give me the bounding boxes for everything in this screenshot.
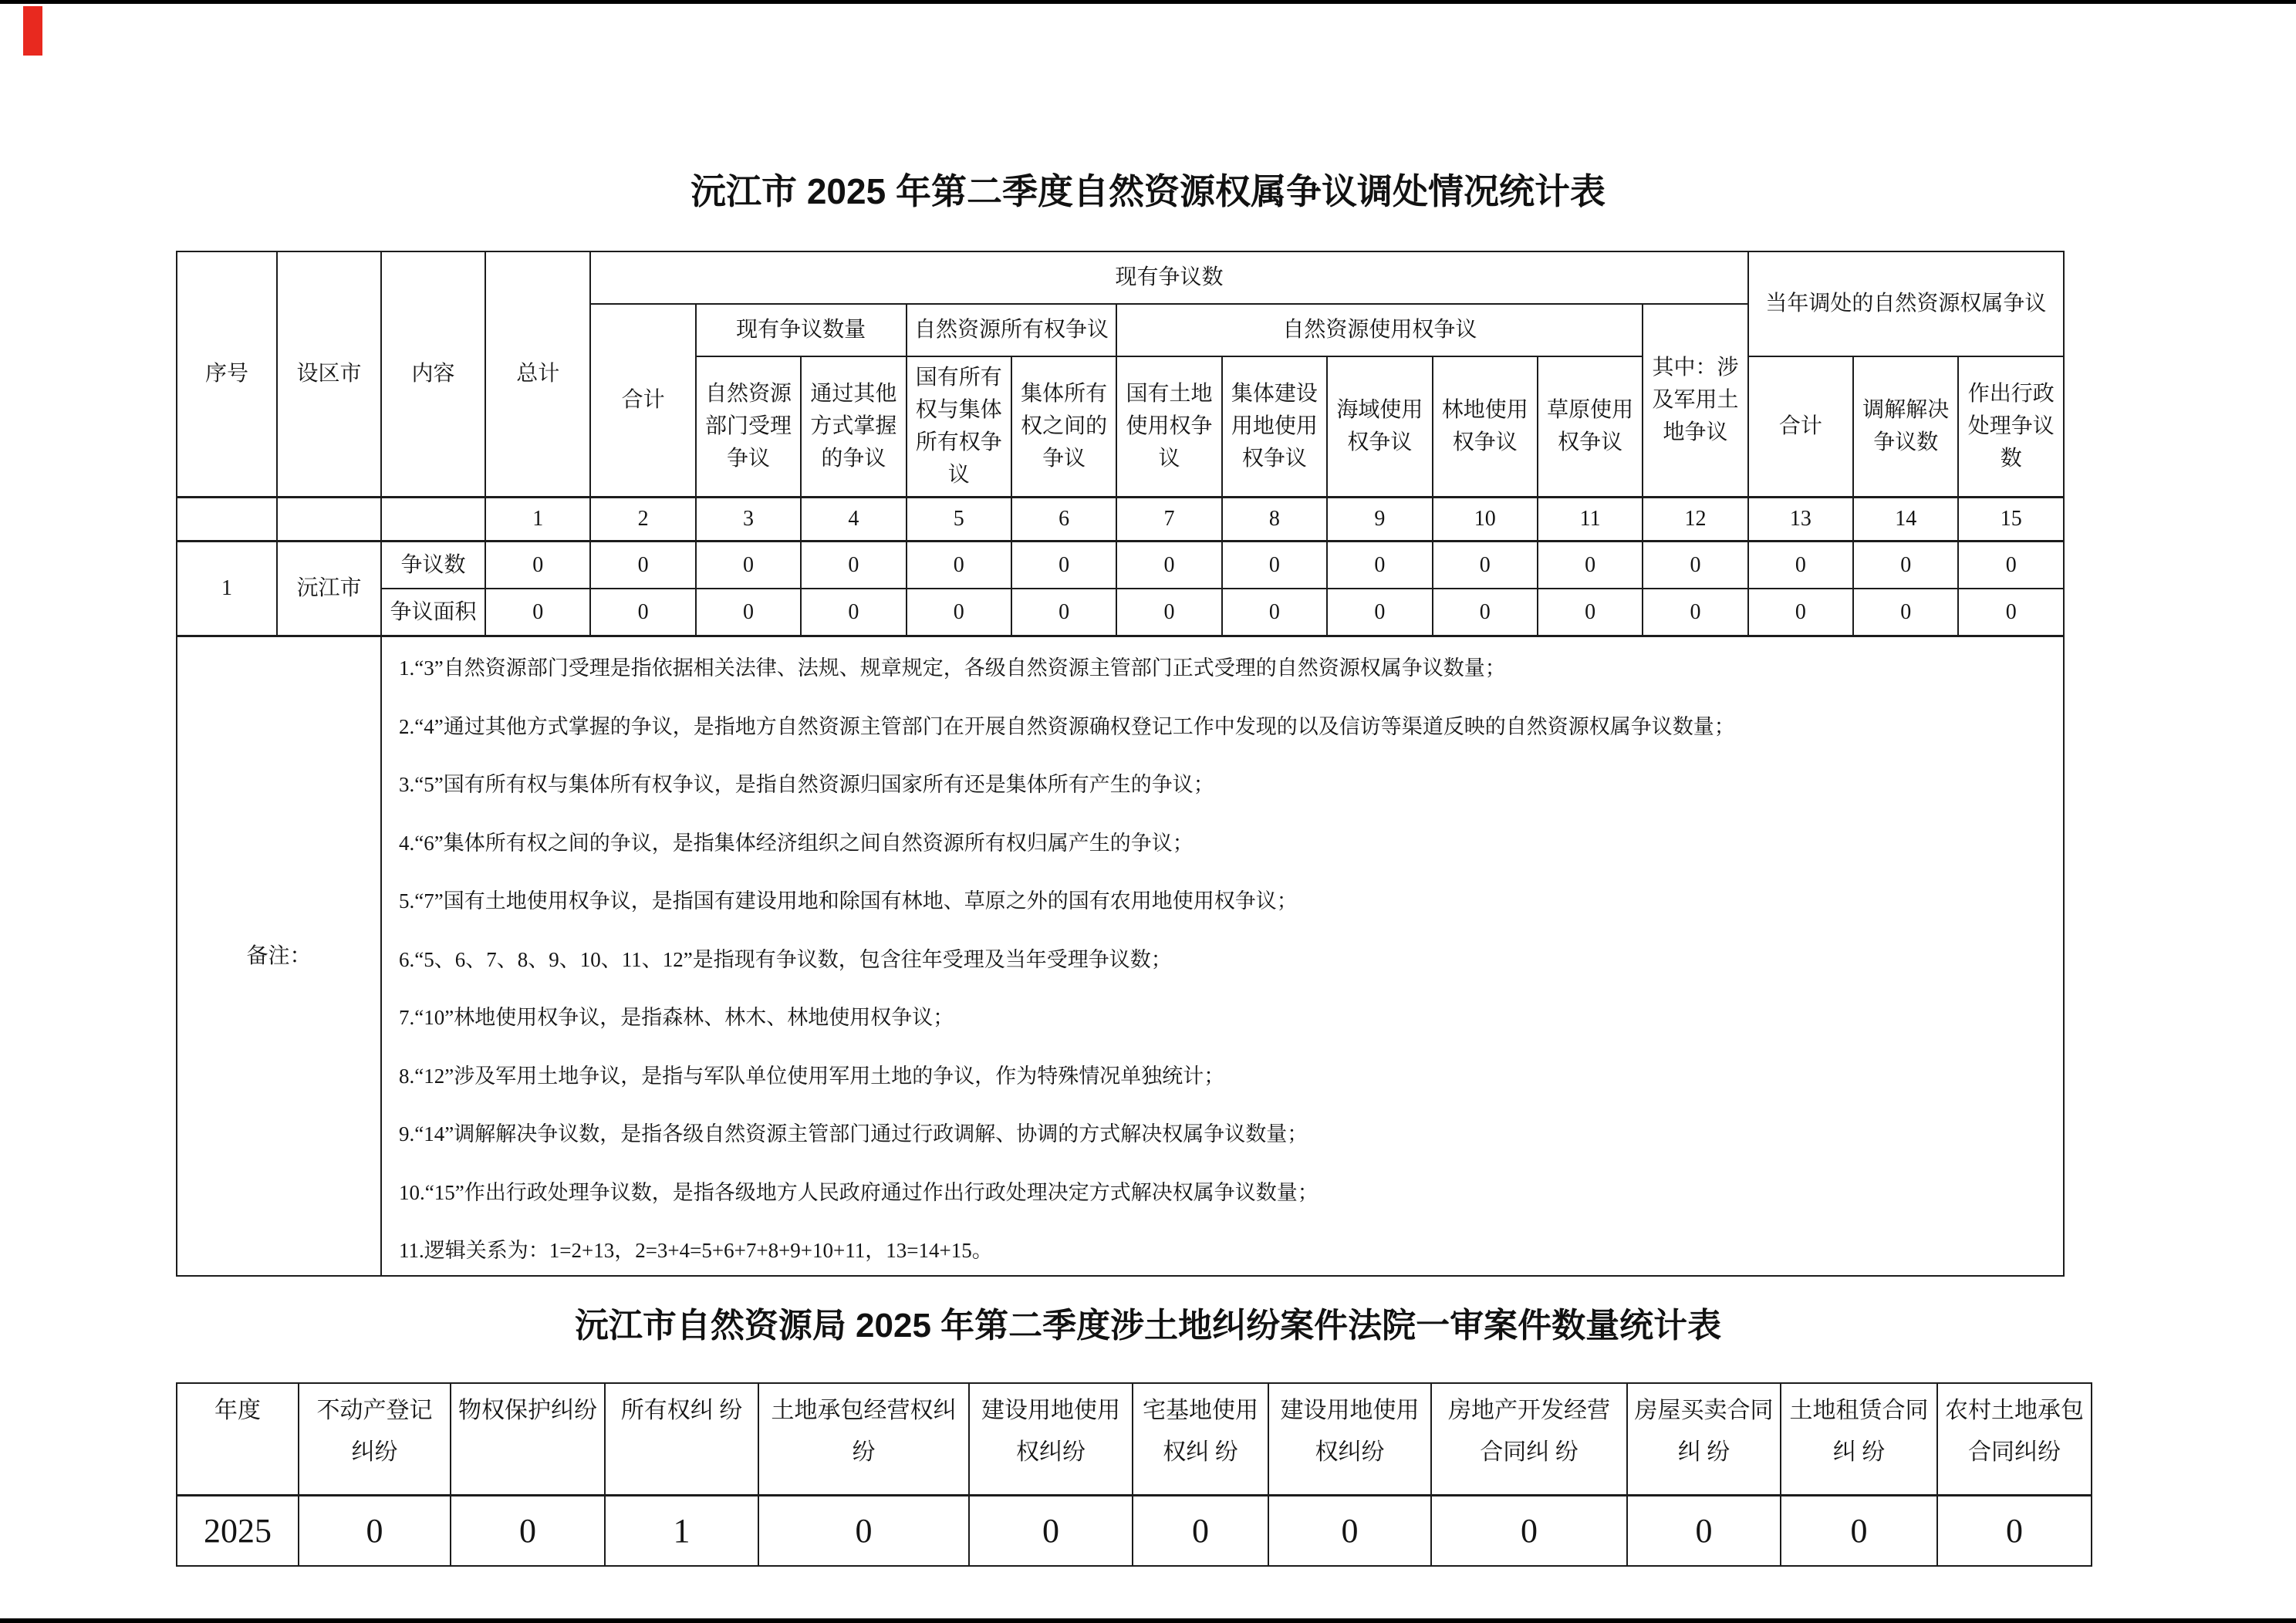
case-count-cell: 0 <box>758 1496 969 1567</box>
table1-title: 沅江市 2025 年第二季度自然资源权属争议调处情况统计表 <box>690 171 1606 211</box>
case-count-cell: 0 <box>1133 1496 1268 1567</box>
data-cell: 0 <box>1116 542 1221 589</box>
data-cell: 0 <box>1853 589 1958 636</box>
th-leaf-header: 集体所有权之间的争议 <box>1011 356 1116 498</box>
note-item: 6.“5、6、7、8、9、10、11、12”是指现有争议数，包含往年受理及当年受理争议数； <box>399 947 1172 971</box>
data-cell: 0 <box>1433 542 1538 589</box>
note-item: 9.“14”调解解决争议数，是指各级自然资源主管部门通过行政调解、协调的方式解决权属争议数量； <box>399 1122 1308 1146</box>
th-seq-no: 序号 <box>177 251 277 498</box>
th-case-type: 物权保护纠纷 <box>451 1383 605 1496</box>
th-leaf-header: 通过其他方式掌握的争议 <box>801 356 906 498</box>
note-item: 10.“15”作出行政处理争议数，是指各级地方人民政府通过作出行政处理决定方式解决权属争议数量； <box>399 1180 1319 1204</box>
case-count-cell: 0 <box>451 1496 605 1567</box>
col-number-cell: 12 <box>1643 498 1747 542</box>
data-cell: 0 <box>590 542 695 589</box>
col-number-cell: 13 <box>1748 498 1853 542</box>
th-leaf-header: 国有土地使用权争议 <box>1116 356 1221 498</box>
col-number-cell: 10 <box>1433 498 1538 542</box>
case-count-cell: 0 <box>969 1496 1133 1567</box>
case-count-cell: 1 <box>605 1496 758 1567</box>
col-number-cell: 14 <box>1853 498 1958 542</box>
data-cell: 0 <box>1327 542 1432 589</box>
th-case-type: 房地产开发经营合同纠 纷 <box>1431 1383 1627 1496</box>
note-item: 11.逻辑关系为：1=2+13，2=3+4=5+6+7+8+9+10+11，13=14+15。 <box>399 1239 993 1262</box>
col-number-cell: 15 <box>1958 498 2064 542</box>
col-number-cell: 5 <box>907 498 1011 542</box>
th-existing-disputes-group: 现有争议数 <box>590 251 1747 304</box>
note-item: 4.“6”集体所有权之间的争议，是指集体经济组织之间自然资源所有权归属产生的争议； <box>399 831 1194 855</box>
data-cell: 0 <box>590 589 695 636</box>
data-cell: 0 <box>1748 542 1853 589</box>
th-content: 内容 <box>381 251 485 498</box>
th-case-type: 所有权纠 纷 <box>605 1383 758 1496</box>
data-cell: 0 <box>1222 589 1327 636</box>
data-cell: 0 <box>1433 589 1538 636</box>
data-cell: 0 <box>1643 589 1747 636</box>
th-leaf-header: 集体建设用地使用权争议 <box>1222 356 1327 498</box>
th-leaf-header: 草原使用权争议 <box>1538 356 1643 498</box>
data-cell: 0 <box>485 542 590 589</box>
data-cell: 0 <box>1116 589 1221 636</box>
col-number-cell: 9 <box>1327 498 1432 542</box>
case-count-cell: 0 <box>1937 1496 2092 1567</box>
data-cell: 0 <box>1748 589 1853 636</box>
th-ownership-dispute-group: 自然资源所有权争议 <box>907 304 1117 356</box>
col-number-cell: 4 <box>801 498 906 542</box>
scan-edge-bottom <box>0 1618 2296 1623</box>
th-case-type: 建设用地使用权纠纷 <box>1268 1383 1431 1496</box>
notes-list <box>387 639 2058 1274</box>
note-item: 1.“3”自然资源部门受理是指依据相关法律、法规、规章规定，各级自然资源主管部门正式受理的自然资源权属争议数量； <box>399 656 1506 680</box>
data-cell: 0 <box>801 542 906 589</box>
red-corner-mark <box>23 6 42 56</box>
case-count-cell: 0 <box>1268 1496 1431 1567</box>
notes-text <box>381 636 2064 1277</box>
col-number-cell: 2 <box>590 498 695 542</box>
data-cell: 0 <box>801 589 906 636</box>
col-number-empty <box>381 498 485 542</box>
th-leaf-header: 海域使用权争议 <box>1327 356 1432 498</box>
th-existing-dispute-count-group: 现有争议数量 <box>696 304 907 356</box>
table2-title: 沅江市自然资源局 2025 年第二季度涉土地纠纷案件法院一审案件数量统计表 <box>574 1307 1722 1345</box>
th-leaf-header: 国有所有权与集体所有权争议 <box>907 356 1011 498</box>
col-number-cell: 11 <box>1538 498 1643 542</box>
th-case-type: 农村土地承包合同纠纷 <box>1937 1383 2092 1496</box>
th-year: 年度 <box>177 1383 299 1496</box>
th-military-land: 其中：涉及军用土地争议 <box>1643 304 1747 498</box>
scan-edge-top <box>0 0 2296 4</box>
th-leaf-header: 林地使用权争议 <box>1433 356 1538 498</box>
col-number-empty <box>177 498 277 542</box>
note-item: 5.“7”国有土地使用权争议，是指国有建设用地和除国有林地、草原之外的国有农用地使用权争议； <box>399 889 1298 913</box>
data-cell: 0 <box>1011 589 1116 636</box>
th-current-year-group: 当年调处的自然资源权属争议 <box>1748 251 2064 356</box>
data-cell: 0 <box>1327 589 1432 636</box>
case-count-cell: 0 <box>299 1496 451 1567</box>
court-case-count-table <box>176 1382 2092 1567</box>
notes-label: 备注： <box>177 636 381 1277</box>
th-case-type: 宅基地使用权纠 纷 <box>1133 1383 1268 1496</box>
seq-no-cell: 1 <box>177 542 277 636</box>
col-number-cell: 3 <box>696 498 801 542</box>
year-cell: 2025 <box>177 1496 299 1567</box>
col-number-cell: 7 <box>1116 498 1221 542</box>
data-cell: 0 <box>1958 542 2064 589</box>
data-cell: 0 <box>1958 589 2064 636</box>
th-grand-total: 总计 <box>485 251 590 498</box>
data-cell: 0 <box>485 589 590 636</box>
th-leaf-header: 调解解决争议数 <box>1853 356 1958 498</box>
dispute-mediation-table <box>176 251 2065 1277</box>
data-cell: 0 <box>1853 542 1958 589</box>
data-cell: 0 <box>1222 542 1327 589</box>
data-cell: 0 <box>1643 542 1747 589</box>
col-number-cell: 6 <box>1011 498 1116 542</box>
th-leaf-header: 作出行政处理争议数 <box>1958 356 2064 498</box>
district-city-cell: 沅江市 <box>277 542 381 636</box>
data-cell: 0 <box>696 589 801 636</box>
th-case-type: 建设用地使用权纠纷 <box>969 1383 1133 1496</box>
note-item: 2.“4”通过其他方式掌握的争议，是指地方自然资源主管部门在开展自然资源确权登记工作中发现的以及信访等渠道反映的自然资源权属争议数量； <box>399 714 1735 738</box>
case-count-cell: 0 <box>1431 1496 1627 1567</box>
case-count-cell: 0 <box>1627 1496 1781 1567</box>
th-case-type: 房屋买卖合同纠 纷 <box>1627 1383 1781 1496</box>
note-item: 7.“10”林地使用权争议，是指森林、林木、林地使用权争议； <box>399 1006 954 1029</box>
data-cell: 0 <box>1538 589 1643 636</box>
note-item: 8.“12”涉及军用土地争议，是指与军队单位使用军用土地的争议，作为特殊情况单独统计； <box>399 1064 1225 1088</box>
th-leaf-header: 合计 <box>1748 356 1853 498</box>
th-leaf-header: 自然资源部门受理争议 <box>696 356 801 498</box>
data-cell: 0 <box>907 589 1011 636</box>
th-case-type: 土地租赁合同纠 纷 <box>1781 1383 1937 1496</box>
row-label-dispute-area: 争议面积 <box>381 589 485 636</box>
note-item: 3.“5”国有所有权与集体所有权争议，是指自然资源归国家所有还是集体所有产生的争议； <box>399 773 1214 796</box>
data-cell: 0 <box>1538 542 1643 589</box>
th-subtotal: 合计 <box>590 304 695 498</box>
th-usage-right-dispute-group: 自然资源使用权争议 <box>1116 304 1643 356</box>
data-cell: 0 <box>1011 542 1116 589</box>
th-case-type: 不动产登记纠纷 <box>299 1383 451 1496</box>
row-label-dispute-count: 争议数 <box>381 542 485 589</box>
col-number-cell: 1 <box>485 498 590 542</box>
th-district-city: 设区市 <box>277 251 381 498</box>
data-cell: 0 <box>907 542 1011 589</box>
col-number-empty <box>277 498 381 542</box>
col-number-cell: 8 <box>1222 498 1327 542</box>
data-cell: 0 <box>696 542 801 589</box>
case-count-cell: 0 <box>1781 1496 1937 1567</box>
th-case-type: 土地承包经营权纠纷 <box>758 1383 969 1496</box>
